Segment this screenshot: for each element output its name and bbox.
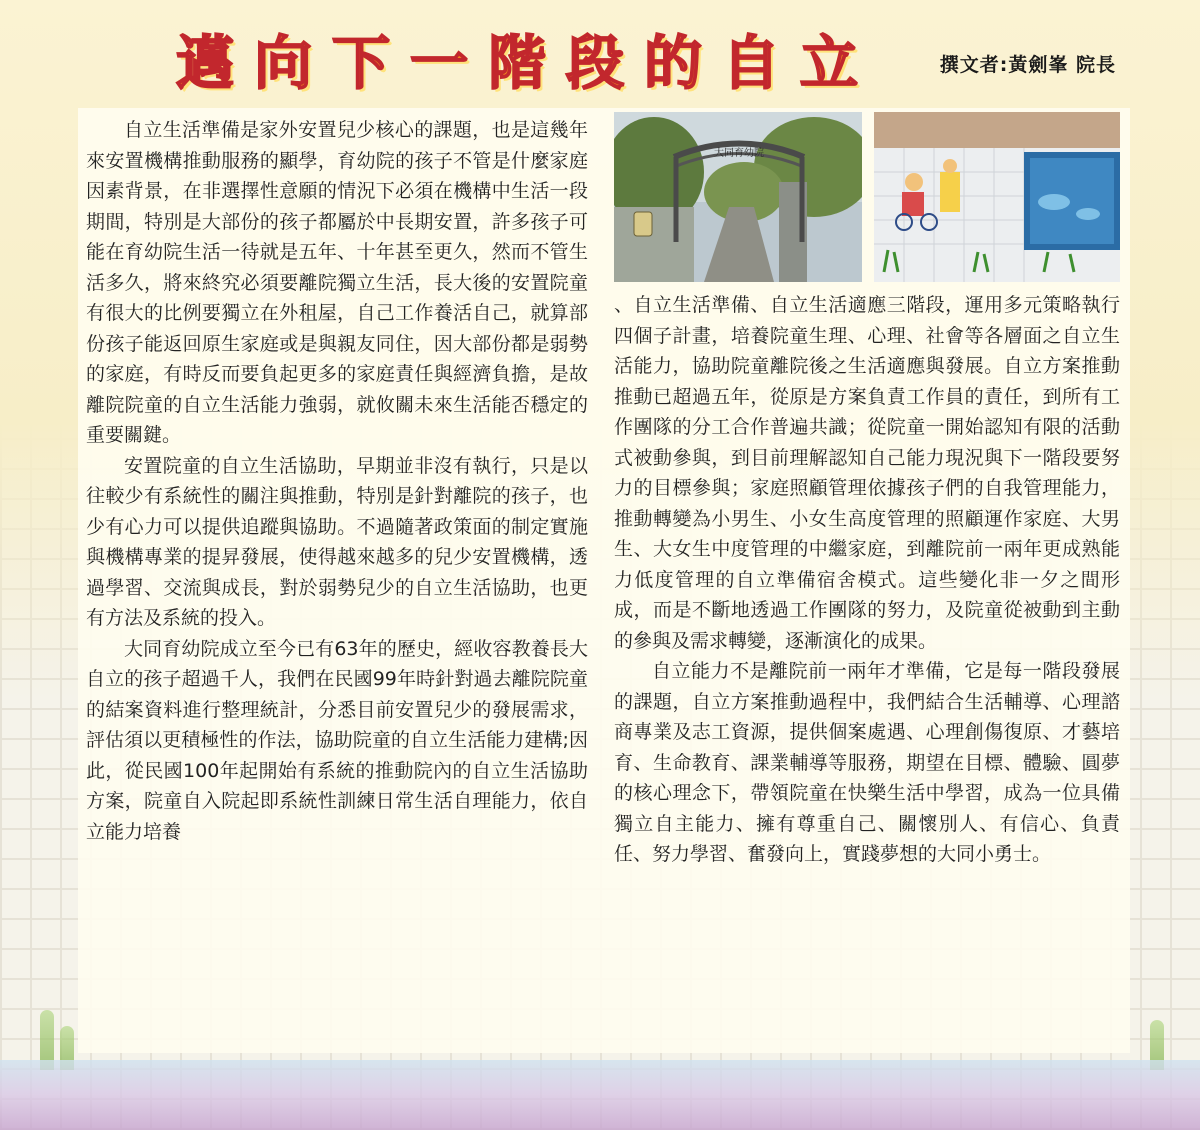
bottom-stripe-decoration bbox=[0, 1060, 1200, 1130]
title-char: 邁 bbox=[175, 29, 234, 97]
title-char: 下 bbox=[331, 29, 390, 97]
title-char: 立 bbox=[799, 29, 858, 97]
article-title bbox=[168, 30, 866, 100]
gate-sign-text: 大同育幼院 bbox=[714, 148, 764, 159]
author-byline: 撰文者:黃劍峯 院長 bbox=[939, 54, 1116, 76]
paragraph: 安置院童的自立生活協助，早期並非沒有執行，只是以往較少有系統性的關注與推動，特別是針對離院的孩子，也少有心力可以提供追蹤與協助。不過隨著政策面的制定實施與機構專業的提昇發展，使得越來越多的兒少安置機構，透過學習、交流與成長，對於弱勢兒少的自立生活協助，也更有方法及系統的投入。 bbox=[86, 454, 588, 629]
left-column-text bbox=[86, 115, 588, 847]
title-char: 階 bbox=[487, 29, 546, 97]
title-char: 向 bbox=[253, 29, 312, 97]
title-char: 的 bbox=[643, 29, 702, 97]
paragraph: 自立能力不是離院前一兩年才準備，它是每一階段發展的課題，自立方案推動過程中，我們結合生活輔導、心理諮商專業及志工資源，提供個案處遇、心理創傷復原、才藝培育、生命教育、課業輔導等服務，期望在目標、體驗、圓夢的核心理念下，帶領院童在快樂生活中學習，成為一位具備獨立自主能力、擁有尊重自己、關懷別人、有信心、負責任、努力學習、奮發向上，實踐夢想的大同小勇士。 bbox=[614, 660, 1120, 865]
paragraph: 自立生活準備是家外安置兒少核心的課題，也是這幾年來安置機構推動服務的顯學，育幼院的孩子不管是什麼家庭因素背景，在非選擇性意願的情況下必須在機構中生活一段期間，特別是大部份的孩子都屬於中長期安置，許多孩子可能在育幼院生活一待就是五年、十年甚至更久，然而不管生活多久，將來終究必須要離院獨立生活，長大後的安置院童有很大的比例要獨立在外租屋，自己工作養活自己，就算部份孩子能返回原生家庭或是與親友同住，因大部份都是弱勢的家庭，有時反而要負起更多的家庭責任與經濟負擔，是故離院院童的自立生活能力強弱，就攸關未來生活能否穩定的重要關鍵。 bbox=[86, 119, 588, 446]
wall-mural-photo bbox=[874, 112, 1120, 282]
paragraph: 大同育幼院成立至今已有63年的歷史，經收容教養長大自立的孩子超過千人，我們在民國99年時針對過去離院院童的結案資料進行整理統計，分悉目前安置兒少的發展需求，評估須以更積極性的作法，協助院童的自立生活能力建構;因此，從民國100年起開始有系統的推動院內的自立生活協助方案，院童自入院起即系統性訓練日常生活自理能力，依自立能力培養 bbox=[86, 637, 588, 843]
right-column-text bbox=[614, 290, 1120, 870]
title-char: 一 bbox=[409, 29, 468, 97]
title-char: 段 bbox=[565, 29, 624, 97]
paragraph: 、自立生活準備、自立生活適應三階段，運用多元策略執行四個子計畫，培養院童生理、心理、社會等各層面之自立生活能力，協助院童離院後之生活適應與發展。自立方案推動推動已超過五年，從原是方案負責工作員的責任，到所有工作團隊的分工合作普遍共識；從院童一開始認知有限的活動式被動參與，到目前理解認知自己能力現況與下一階段要努力的目標參與；家庭照顧管理依據孩子們的自我管理能力，推動轉變為小男生、小女生高度管理的照顧運作家庭、大男生、大女生中度管理的中繼家庭，到離院前一兩年更成熟能力低度管理的自立準備宿舍模式。這些變化非一夕之間形成，而是不斷地透過工作團隊的努力，及院童從被動到主動的參與及需求轉變，逐漸演化的成果。 bbox=[614, 294, 1120, 652]
title-char: 自 bbox=[721, 29, 780, 97]
school-gate-photo bbox=[614, 112, 862, 282]
